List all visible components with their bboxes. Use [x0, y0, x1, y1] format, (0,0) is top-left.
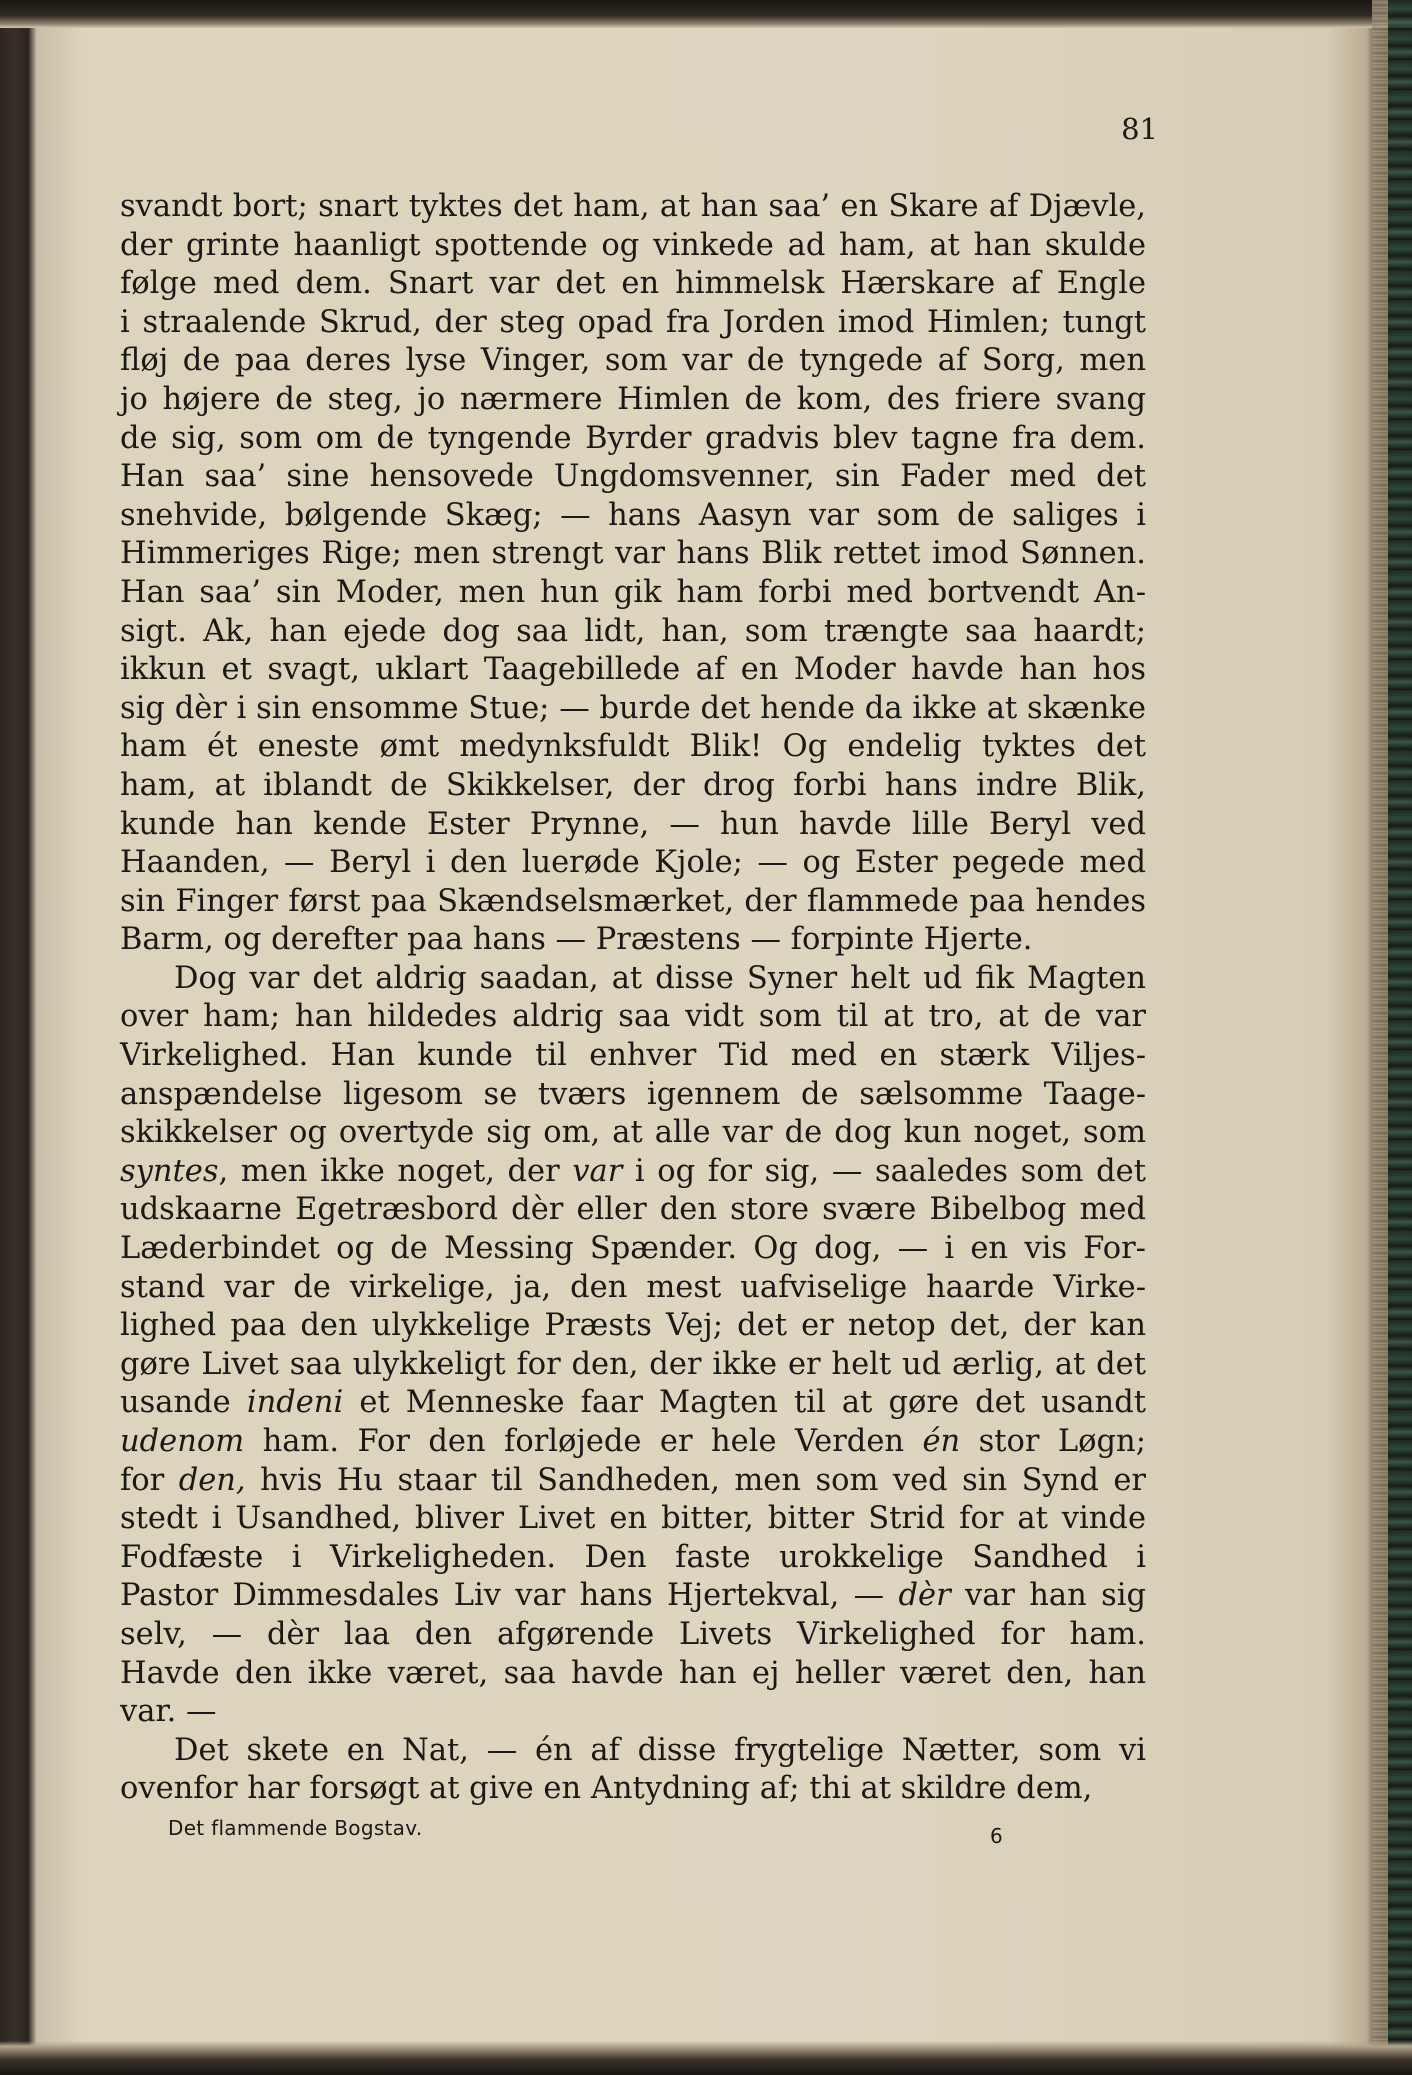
page-footer [168, 1816, 1018, 1850]
text-line: Haanden, — Beryl i den luerøde Kjole; — og Ester pegede med [120, 845, 1146, 881]
text-segment: , men ikke noget, der [218, 1153, 573, 1189]
text-line: ham ét eneste ømt medynksfuldt Blik! Og endelig tyktes det [120, 729, 1146, 765]
text-line: fløj de paa deres lyse Vinger, som var de tyngede af Sorg, men [120, 343, 1146, 379]
text-line [120, 1577, 1146, 1616]
text-segment: Pastor Dimmesdales Liv var hans Hjertekval, — [120, 1578, 899, 1614]
footer-signature: Det flammende Bogstav. [168, 1816, 423, 1840]
text-line: lighed paa den ulykkelige Præsts Vej; det er netop det, der kan [120, 1308, 1146, 1344]
text-line: stedt i Usandhed, bliver Livet en bitter, bitter Strid for at vinde [120, 1501, 1146, 1537]
text-line: Han saa’ sin Moder, men hun gik ham forbi med bortvendt An- [120, 574, 1146, 610]
text-line: anspændelse ligesom se tværs igennem de sælsomme Taage- [120, 1076, 1146, 1112]
text-line: svandt bort; snart tyktes det ham, at han saa’ en Skare af Djævle, [120, 189, 1146, 224]
text-line: de sig, som om de tyngende Byrder gradvis blev tagne fra dem. [120, 420, 1146, 456]
text-line: snehvide, bølgende Skæg; — hans Aasyn var som de saliges i [120, 497, 1146, 533]
text-line: gøre Livet saa ulykkeligt for den, der ikke er helt ud ærlig, at det [120, 1346, 1146, 1382]
text-line: Himmeriges Rige; men strengt var hans Blik rettet imod Sønnen. [120, 536, 1146, 572]
page-number: 81 [1121, 112, 1158, 146]
italic-segment: dèr [898, 1578, 951, 1614]
italic-segment: var [572, 1153, 623, 1189]
italic-segment: udenom [120, 1424, 245, 1459]
text-segment: stor Løgn; [960, 1424, 1146, 1459]
text-line: følge med dem. Snart var det en himmelsk Hærskare af Engle [120, 266, 1146, 302]
text-line: Læderbindet og de Messing Spænder. Og dog, — i en vis For- [120, 1231, 1146, 1267]
text-line [120, 1462, 1146, 1501]
text-line [120, 1153, 1146, 1192]
text-line: sig dèr i sin ensomme Stue; — burde det hende da ikke at skænke [120, 690, 1146, 726]
text-segment: for [120, 1462, 179, 1498]
text-line: udskaarne Egetræsbord dèr eller den store svære Bibelbog med [120, 1192, 1146, 1228]
text-line: Dog var det aldrig saadan, at disse Syner helt ud fik Magten [174, 960, 1146, 996]
text-segment: usande [120, 1385, 247, 1421]
text-line: Det skete en Nat, — én af disse frygtelige Nætter, som vi [174, 1732, 1146, 1768]
text-line: Havde den ikke været, saa havde han ej heller været den, han [120, 1655, 1146, 1691]
text-line: ovenfor har forsøgt at give en Antydning af; thi at skildre dem, [120, 1771, 1093, 1807]
text-line: Han saa’ sine hensovede Ungdomsvenner, sin Fader med det [120, 459, 1146, 495]
text-line: selv, — dèr laa den afgørende Livets Virkelighed for ham. [120, 1616, 1146, 1652]
text-line: var. — [120, 1694, 217, 1730]
text-line [120, 1384, 1146, 1423]
text-line: Barm, og derefter paa hans — Præstens — forpinte Hjerte. [120, 922, 1033, 958]
text-line: over ham; han hildedes aldrig saa vidt som til at tro, at de var [120, 999, 1146, 1035]
text-line: Fodfæste i Virkeligheden. Den faste urokkelige Sandhed i [120, 1539, 1146, 1575]
text-line: i straalende Skrud, der steg opad fra Jorden imod Himlen; tungt [120, 304, 1146, 340]
text-line: skikkelser og overtyde sig om, at alle var de dog kun noget, som [120, 1115, 1146, 1151]
text-line: ikkun et svagt, uklart Taagebillede af en Moder havde han hos [120, 652, 1146, 688]
text-line [120, 1423, 1146, 1462]
text-line: sigt. Ak, han ejede dog saa lidt, han, som trængte saa haardt; [120, 613, 1146, 649]
text-line: sin Finger først paa Skændselsmærket, der flammede paa hendes [120, 883, 1146, 919]
text-line: jo højere de steg, jo nærmere Himlen de kom, des friere svang [120, 381, 1146, 417]
italic-segment: indeni [246, 1385, 344, 1421]
body-text [120, 188, 1146, 1809]
text-line: der grinte haanligt spottende og vinkede ad ham, at han skulde [120, 227, 1146, 263]
text-segment: var han sig [950, 1578, 1146, 1614]
text-line: Virkelighed. Han kunde til enhver Tid med en stærk Viljes- [120, 1038, 1146, 1074]
italic-segment: én [922, 1424, 961, 1459]
text-segment: i og for sig, — saaledes som det [622, 1153, 1146, 1189]
text-line: ham, at iblandt de Skikkelser, der drog forbi hans indre Blik, [120, 767, 1146, 803]
text-line: stand var de virkelige, ja, den mest uafviselige haarde Virke- [120, 1269, 1146, 1305]
text-segment: et Menneske faar Magten til at gøre det usandt [343, 1385, 1146, 1421]
text-line: kunde han kende Ester Prynne, — hun havde lille Beryl ved [120, 806, 1146, 842]
italic-segment: syntes [120, 1153, 219, 1189]
italic-segment: den, [178, 1462, 246, 1498]
text-segment: ham. For den forløjede er hele Verden [244, 1424, 923, 1459]
text-segment: hvis Hu staar til Sandheden, men som ved sin Synd er [245, 1462, 1147, 1498]
footer-sheet-number: 6 [990, 1824, 1003, 1848]
